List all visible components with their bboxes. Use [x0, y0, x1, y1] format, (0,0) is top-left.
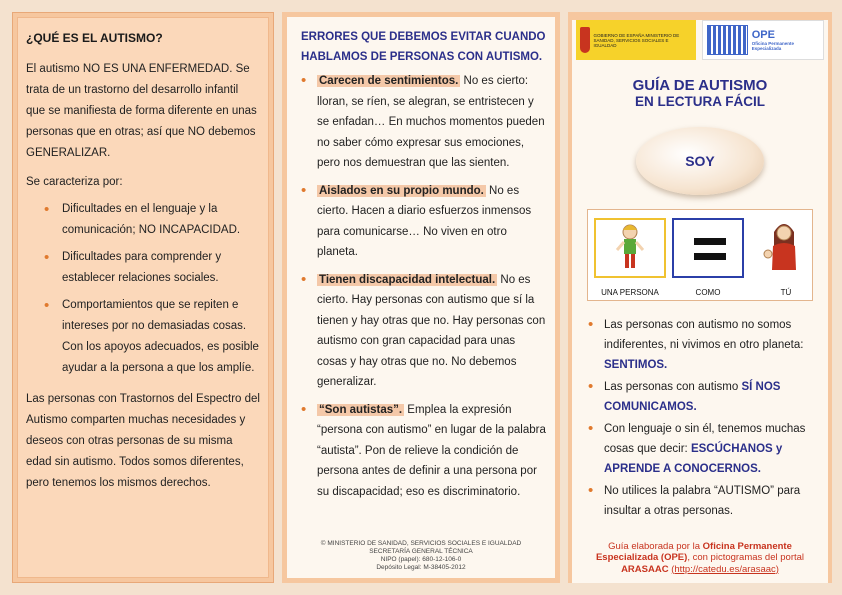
- panel-what-is-autism: [12, 12, 274, 583]
- equals-bar-top: [694, 238, 726, 245]
- ope-logo: [702, 20, 824, 60]
- list-item: • Dificultades en el lenguaje y la comunicación; NO INCAPACIDAD.: [26, 199, 260, 241]
- government-logo: [576, 20, 696, 60]
- list-item: • Dificultades para comprender y establecer relaciones sociales.: [26, 247, 260, 289]
- person-pictogram: [594, 218, 666, 278]
- panel1-intro: El autismo NO ES UNA ENFERMEDAD. Se trata de un trastorno del desarrollo infantil que se manifiesta de forma diferente en unas personas que en otras; así que NO debemos GENERALIZAR.: [26, 63, 257, 159]
- equals-bar-bottom: [694, 253, 726, 260]
- picto-label-you: TÚ: [780, 288, 792, 297]
- arasaac-link[interactable]: (http://catedu.es/arasaac): [671, 563, 779, 575]
- list-item: • Comportamientos que se repiten e intereses por no demasiadas cosas. Con los apoyos adecuados, es posible ayudar a la persona a que los amplíe.: [26, 295, 260, 379]
- list-item: • Las personas con autismo no somos indiferentes, ni vivimos en otro planeta: SENTIMOS.: [584, 315, 820, 375]
- legal-line: NIPO (papel): 680-12-106-0: [380, 556, 462, 563]
- error-body: No es cierto. Hacen a diario esfuerzos inmensos para comunicarse… No viven en otro planeta.: [317, 184, 532, 258]
- list-item: • Con lenguaje o sin él, tenemos muchas cosas que decir: ESCÚCHANOS y APRENDE A CONOCERNOS.: [584, 419, 820, 479]
- panel-what-is-autism-body: [17, 17, 269, 578]
- panel2-title: ERRORES QUE DEBEMOS EVITAR CUANDO HABLAMOS DE PERSONAS CON AUTISMO.: [301, 31, 546, 63]
- error-heading: Tienen discapacidad intelectual.: [319, 273, 496, 286]
- error-body: Emplea la expresión “persona con autismo” en lugar de la palabra “autista”. Pon de relieve la condición de persona antes de definir a una persona por su discapacidad; eso es discriminatorio.: [317, 403, 546, 498]
- picto-label-like: COMO: [695, 288, 721, 297]
- list-item: [295, 71, 547, 174]
- soy-oval: [636, 127, 764, 195]
- list-item: • No utilices la palabra “AUTISMO” para insultar a otras personas.: [584, 481, 820, 521]
- list-item: [295, 270, 547, 393]
- pictogram-strip: [587, 209, 813, 301]
- list-item: • Las personas con autismo SÍ NOS COMUNICAMOS.: [584, 377, 820, 417]
- error-heading: Carecen de sentimientos.: [319, 75, 459, 87]
- list-item: [295, 400, 547, 503]
- legal-line: SECRETARÍA GENERAL TÉCNICA: [369, 548, 473, 555]
- credit-notice: Guía elaborada por la Oficina Permanente Especializada (OPE), con pictogramas del portal ARASAAC (http://catedu.es/arasaac): [595, 540, 805, 575]
- error-heading: “Son autistas”.: [319, 403, 403, 416]
- you-pictogram: [750, 218, 822, 278]
- cover-list: [584, 315, 820, 521]
- ope-logo-text: Oficina Permanente Especializada: [751, 40, 794, 51]
- equals-pictogram: [672, 218, 744, 278]
- woman-pointing-icon: [750, 218, 818, 274]
- logo-bar: [576, 20, 824, 60]
- panel1-list: [26, 199, 260, 379]
- panel1-closing: Las personas con Trastornos del Espectro del Autismo comparten muchas necesidades y deseos con otras personas de su misma edad sin autismo. Todos somos diferentes, pero tenemos los mismos derechos.: [26, 393, 260, 489]
- ope-mark-icon: [707, 25, 748, 55]
- legal-line: Depósito Legal: M-38405-2012: [376, 564, 466, 571]
- picto-label-person: UNA PERSONA: [601, 288, 659, 297]
- government-logo-text: GOBIERNO DE ESPAÑA MINISTERIO DE SANIDAD, SERVICIOS SOCIALES E IGUALDAD: [593, 32, 680, 48]
- panel-errors-body: [287, 17, 555, 578]
- panel-cover: [568, 12, 832, 583]
- soy-label: SOY: [685, 153, 715, 169]
- panel-cover-body: [572, 20, 828, 583]
- legal-line: © MINISTERIO DE SANIDAD, SERVICIOS SOCIALES E IGUALDAD: [320, 540, 522, 547]
- error-body: No es cierto. Hay personas con autismo que sí la tienen y hay otras que no. Hay personas con autismo con gran capacidad para unas cosas y hay otras que no. No debemos generalizar.: [317, 273, 546, 388]
- girl-icon: [596, 220, 664, 276]
- guide-subtitle: EN LECTURA FÁCIL: [635, 94, 765, 109]
- legal-notice: [287, 540, 555, 572]
- error-heading: Aislados en su propio mundo.: [319, 184, 484, 197]
- coat-of-arms-icon: [580, 27, 590, 53]
- panel1-characterized: Se caracteriza por:: [26, 176, 123, 188]
- panel1-title: ¿QUÉ ES EL AUTISMO?: [26, 31, 163, 45]
- panel-errors: [282, 12, 560, 583]
- guide-title: GUÍA DE AUTISMO: [632, 77, 768, 94]
- error-body: No es cierto: lloran, se ríen, se alegran, se entristecen y se enfadan… En muchos momentos pueden no saber cómo expresar sus emociones, pero nos demuestran que las sienten.: [317, 75, 545, 169]
- list-item: [295, 181, 547, 263]
- panel2-list: [295, 71, 547, 502]
- ope-logo-short: OPE: [751, 28, 775, 41]
